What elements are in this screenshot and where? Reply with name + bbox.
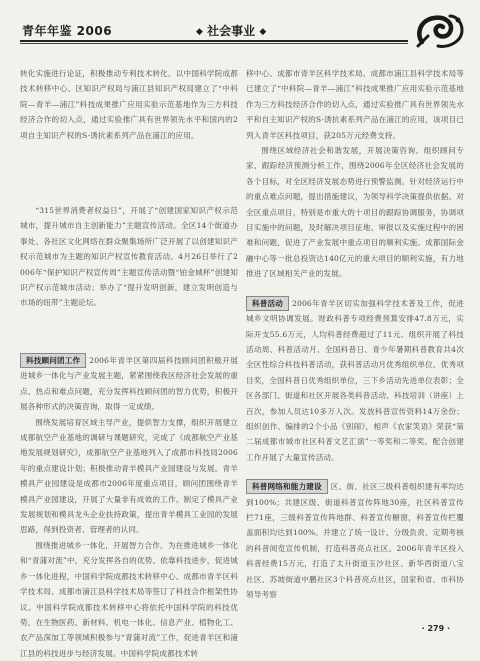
section-heading: 科技顾问团工作	[20, 353, 86, 368]
section-heading: 科普网络和能力建设	[246, 479, 328, 494]
paragraph	[246, 479, 464, 602]
paragraph-text: 区、街、社区三级科普组织建有率均达到100%；共建区级、街道科普宣传阵地30座，社区科普宣传栏71座，三级科普宣传阵地群、科普宣传橱窗，科普宣传栏覆盖面积均达到100%。并建立了统一设计、分级负责、定期考核的科普阅览宣传机制，打造科普亮点社区。2006年青羊区投入科普经费15万元，打造了太升街道玉沙社区、新华西街道八宝社区、苏坡街道中鹏社区3个科普亮点社区，国家和省、市科协领导考察	[246, 482, 464, 599]
section-tag	[196, 22, 266, 39]
diamond-icon: ◆	[259, 27, 267, 37]
paragraph: “315世界消费者权益日”，开展了“创建国家知识产权示范城市，提升城市自主创新能力”主题宣传活动。全区14个街道办事处、各社区文化网络在群众聚集场所广泛开展了以创建知识产权示范城市为主题的知识产权宣传教育活动。4月26日举行了2006年“保护知识产权宣传周”主题宣传活动暨“铂金城杯”创建知识产权示范城市活动；举办了“提升发明创新，建立发明创造与市场的纽带”主题论坛。	[20, 206, 238, 308]
paragraph: 围绕发展培育区域主导产业，提供智力支撑，组织开展建立成都航空产业基地的调研与课题研究，完成了《成都航空产业基地发展规划研究》，成都航空产业基地列入了成都市科技局2006年的重点建设计划；积极推动青羊模具产业园建设与发展。青羊模具产业园建设是成都市2006年度重点项目，顾问团围绕青羊模具产业园建设，开展了大量非有成效的工作。制定了模具产业发展规划和模具龙头企业扶持政策，提出青羊模具工业园的发展思路，得到投资者、管理者的认同。	[20, 417, 238, 535]
paragraph	[246, 296, 464, 465]
diamond-icon: ◆	[196, 27, 203, 37]
section-name: 社会事业	[207, 24, 256, 38]
paragraph: 围绕区域经济社会和谐发展，开展决策咨询。组织顾问专家，跟踪经济预测分析工作，围绕2006年全区经济社会发展的各个目标，对全区经济发展态势进行预警监测，针对经济运行中的重点难点问题，提出措施建议，为领导科学决策提供依据。对全区重点项目，特别是市重大的十项目的跟踪协调服务，协调项目实施中的问题，及时解决项目征地、审报以及实施过程中的困难和问题，促进了产业发展中重点项目的顺利实施。成都国际金融中心等一批总投资达140亿元的重大项目的顺利实施，有力地推进了区域相关产业的发展。	[246, 146, 464, 279]
yearbook-title: 青年年鉴 2006	[22, 24, 113, 38]
left-column	[20, 66, 238, 661]
header-rule	[20, 40, 408, 44]
right-column	[246, 66, 464, 602]
paragraph: 移中心、成都市青羊区科学技术局、成都市浦江县科学技术局等已建立了“中科院—青羊—浦江”科技成果推广应用实验示范基地作为三方科技经济合作的切入点，通过实验推广具有世界领先水平和自主知识产权的S-诱抗素系列产品在浦江的应用，该项目已列入青羊区科技项目，获205万元经费支持。	[246, 69, 464, 140]
paragraph: 围绕推进城乡一体化，开展智力合作。为在推进城乡一体化和“青蒲对流”中，充分发挥各自的优势、依靠科技进步，促进城乡一体化进程，中国科学院成都技术转移中心、成都市青羊区科学技术局、成都市浦江县科学技术局等签订了科技合作框架性协议。中国科学院成都技术转移中心将依托中国科学院的科技优势，在生物医药、新材料、机电一体化、信息产业、植物化工、农产品深加工等领域积极参与“青蒲对流”工作，促进青羊区和浦江县的科技进步与经济发展。中国科学院成都技术转	[20, 540, 238, 658]
page-header	[0, 0, 480, 56]
section-heading: 科普活动	[246, 296, 289, 311]
swirl-logo-icon	[414, 12, 466, 50]
page-number: · 279 ·	[421, 624, 450, 633]
paragraph: 转化实施进行论证，积极推动专利技术转化。以中国科学院成都技术转移中心、区知识产权局与浦江县知识产权局建立了“中科院—青羊—浦江”科技成果推广应用实验示范基地作为三方科技经济合作的切入点，通过实验推广具有世界领先水平和国内的2项自主知识产权的S-诱抗素系列产品在浦江的应用。	[20, 69, 238, 140]
paragraph-text: 2006年青羊区切实加强科学技术普及工作，促进城乡文明协调发展。财政科普专项经费预算安排47.8万元，实际开支55.6万元，人均科普经费超过了11元。组织开展了科技活动周、科普活动月、全国科普日、青少年暑期科普教育共4次全区性综合科技科普活动，获科普活动月优秀组织单位、优秀项目奖，全国科普日优秀组织单位，三下乡活动先进单位表彰；全区各部门、街道和社区开展各类科普活动、科技培训（讲座）上百次，参加人员达10多万人次。发放科普宣传资料14万余份；组织创作、编排的2个小品《别闹》，相声《农家笑语》荣获“第二届成都市城市社区科普文艺汇演”一等奖和二等奖。配合创建工作开展了大量宣传活动。	[246, 298, 464, 462]
paragraph	[20, 353, 238, 415]
paragraph-text: 2006年青羊区第四届科技顾问团积极开展进城乡一体化与产业发展主题，紧紧围绕我区经济社会发展的重点、热点和难点问题，充分发挥科技顾问团的智力优势，积极开展各种形式的决策咨询，取得一定成绩。	[20, 356, 238, 412]
